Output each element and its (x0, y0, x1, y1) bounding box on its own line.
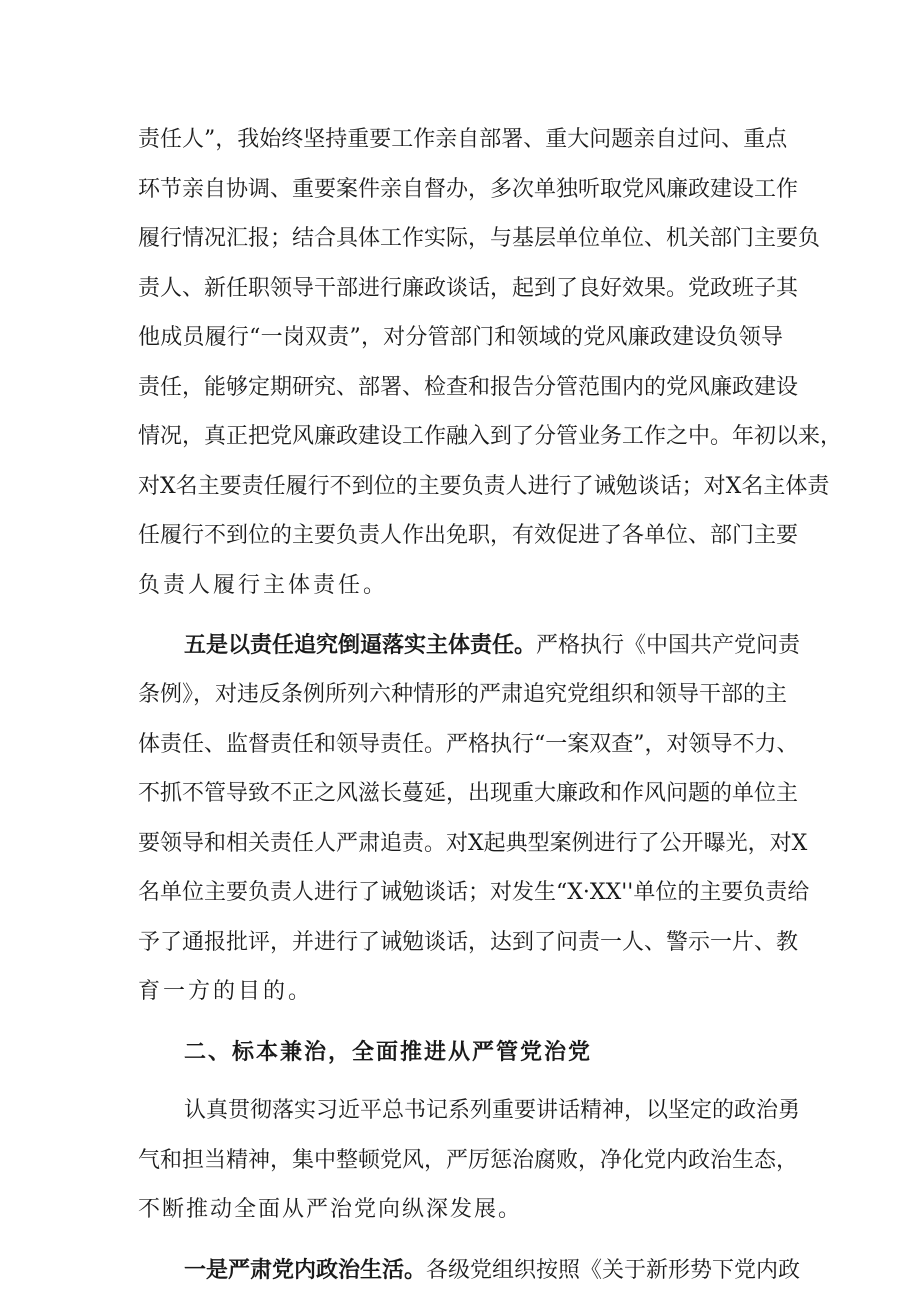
bold-lead: 五是以责任追究倒逼落实主体责任。 (184, 632, 537, 658)
paragraph-line: 责任，能够定期研究、部署、检查和报告分管范围内的党风廉政建设 (138, 375, 799, 400)
paragraph-line: 育一方的目的。 (138, 979, 314, 1004)
paragraph-line: 他成员履行“一岗双责”，对分管部门和领域的党风廉政建设负领导 (138, 325, 783, 350)
paragraph-line: 责人、新任职领导干部进行廉政谈话，起到了良好效果。党政班子其 (138, 276, 799, 301)
paragraph-line: 气和担当精神，集中整顿党风，严厉惩治腐败，净化党内政治生态， (138, 1148, 799, 1173)
paragraph-line: 环节亲自协调、重要案件亲自督办，多次单独听取党风廉政建设工作 (138, 177, 799, 202)
paragraph-line: 体责任、监督责任和领导责任。严格执行“一案双查”，对领导不力、 (138, 732, 799, 757)
paragraph-line: 对X名主要责任履行不到位的主要负责人进行了诫勉谈话；对X名主体责 (138, 474, 830, 499)
paragraph-line: 要领导和相关责任人严肃追责。对X起典型案例进行了公开曝光，对X (138, 831, 808, 856)
paragraph-first-line: 一是严肃党内政治生活。各级党组织按照《关于新形势下党内政 (184, 1257, 801, 1283)
paragraph-line: 情况，真正把党风廉政建设工作融入到了分管业务工作之中。年初以来， (138, 424, 843, 449)
paragraph-first-line: 五是以责任追究倒逼落实主体责任。严格执行《中国共产党问责 (184, 632, 801, 658)
paragraph-line: 不断推动全面从严治党向纵深发展。 (138, 1197, 523, 1222)
section-heading: 二、标本兼治，全面推进从严管党治党 (184, 1039, 593, 1065)
paragraph-line: 认真贯彻落实习近平总书记系列重要讲话精神，以坚定的政治勇 (184, 1098, 801, 1123)
paragraph-line: 负责人履行主体责任。 (138, 573, 389, 598)
paragraph-line: 予了通报批评，并进行了诫勉谈话，达到了问责一人、警示一片、教 (138, 930, 799, 955)
paragraph-line: 责任人”，我始终坚持重要工作亲自部署、重大问题亲自过问、重点 (138, 127, 788, 152)
bold-lead: 一是严肃党内政治生活。 (184, 1257, 427, 1283)
paragraph-line: 履行情况汇报；结合具体工作实际，与基层单位单位、机关部门主要负 (138, 226, 821, 251)
paragraph-line: 不抓不管导致不正之风滋长蔓延，出现重大廉政和作风问题的单位主 (138, 781, 799, 806)
paragraph-line: 任履行不到位的主要负责人作出免职，有效促进了各单位、部门主要 (138, 523, 799, 548)
paragraph-line: 名单位主要负责人进行了诫勉谈话；对发生“X·XX''单位的主要负责给 (138, 880, 810, 905)
paragraph-line: 条例》，对违反条例所列六种情形的严肃追究党组织和领导干部的主 (138, 682, 788, 707)
